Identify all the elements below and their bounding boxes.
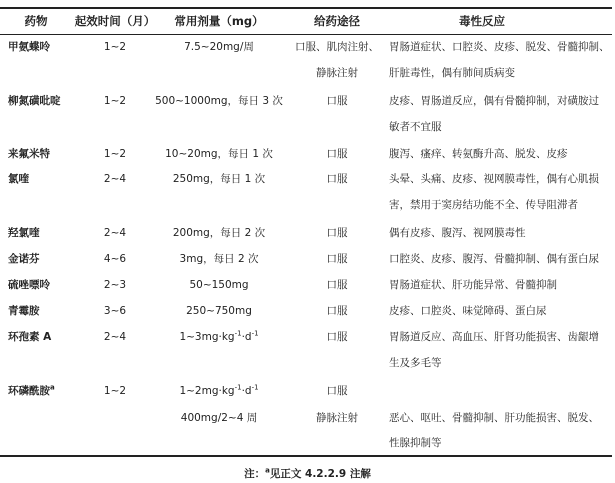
toxicity-value: 皮疹、胃肠道反应，偶有骨髓抑制，对磺胺过 (389, 95, 599, 107)
onset-value: 3~6 (103, 305, 127, 317)
onset-value: 2~4 (103, 331, 127, 343)
header-toxicity: 毒性反应 (459, 14, 505, 28)
route-value: 口服 (326, 95, 348, 107)
dose-value: 7.5~20mg/周 (184, 41, 254, 53)
drug-name: 羟氯喹 (8, 227, 40, 239)
drug-name: 环孢素 A (8, 331, 52, 343)
dose-value: 200mg，每日 2 次 (172, 227, 266, 239)
table-bottom-rule (0, 455, 612, 457)
route-value: 口服 (326, 331, 348, 343)
onset-value: 2~3 (103, 279, 127, 291)
toxicity-value: 头晕、头痛、皮疹、视网膜毒性，偶有心肌损 (389, 173, 599, 185)
table-footnote: 注：$^a$见正文 4.2.2.9 注解 (244, 466, 371, 480)
toxicity-value: 偶有皮疹、腹泻、视网膜毒性 (389, 227, 526, 239)
dose-value: 250~750mg (186, 305, 252, 317)
route-value: 静脉注射 (316, 67, 358, 79)
onset-value: 1~2 (103, 95, 127, 107)
drug-name: 柳氮磺吡啶 (8, 95, 61, 107)
dose-value: $1\sim 3mg\cdot kg^{-1}\cdot d^{-1}$ (179, 329, 259, 343)
route-value: 口服 (326, 148, 348, 160)
header-onset: 起效时间（月） (74, 14, 156, 28)
toxicity-value: 生及多毛等 (389, 357, 442, 369)
drug-name: 环磷酰胺$^a$ (8, 383, 55, 397)
onset-value: 2~4 (103, 173, 127, 185)
dose-value: 50~150mg (189, 279, 249, 291)
route-value: 口服 (326, 253, 348, 265)
onset-value: 1~2 (103, 385, 127, 397)
toxicity-value: 胃肠道反应、高血压、肝肾功能损害、齿龈增 (389, 331, 599, 343)
table-header-rule (0, 34, 612, 35)
toxicity-value: 性腺抑制等 (389, 437, 442, 449)
toxicity-value: 害，禁用于窦房结功能不全、传导阻滞者 (389, 199, 578, 211)
dose-value: $1\sim 2mg\cdot kg^{-1}\cdot d^{-1}$ (179, 383, 259, 397)
toxicity-value: 恶心、呕吐、骨髓抑制、肝功能损害、脱发、 (389, 412, 599, 424)
header-route: 给药途径 (314, 14, 360, 28)
toxicity-value: 口腔炎、皮疹、腹泻、骨髓抑制、偶有蛋白尿 (389, 253, 599, 265)
route-value: 口服 (326, 305, 348, 317)
toxicity-value: 敏者不宜服 (389, 121, 442, 133)
onset-value: 1~2 (103, 148, 127, 160)
dose-value: 400mg/2~4 周 (180, 412, 258, 424)
drug-name: 来氟米特 (8, 148, 50, 160)
route-value: 口服 (326, 173, 348, 185)
route-value: 口服 (326, 279, 348, 291)
dose-value: 10~20mg，每日 1 次 (165, 148, 273, 160)
drug-name: 氯喹 (8, 173, 29, 185)
drug-name: 金诺芬 (8, 253, 40, 265)
onset-value: 4~6 (103, 253, 127, 265)
drug-name: 甲氨蝶呤 (8, 41, 50, 53)
header-drug: 药物 (24, 14, 48, 28)
drug-name: 青霉胺 (8, 305, 40, 317)
route-value: 口服 (326, 385, 348, 397)
route-value: 静脉注射 (316, 412, 358, 424)
drug-name: 硫唑嘌呤 (8, 279, 50, 291)
toxicity-value: 皮疹、口腔炎、味觉障碍、蛋白尿 (389, 305, 547, 317)
toxicity-value: 腹泻、瘙痒、转氨酶升高、脱发、皮疹 (389, 148, 568, 160)
dose-value: 500~1000mg，每日 3 次 (155, 95, 283, 107)
dose-value: 250mg，每日 1 次 (172, 173, 266, 185)
onset-value: 2~4 (103, 227, 127, 239)
dose-value: 3mg，每日 2 次 (179, 253, 259, 265)
toxicity-value: 肝脏毒性，偶有肺间质病变 (389, 67, 515, 79)
toxicity-value: 胃肠道症状、口腔炎、皮疹、脱发、骨髓抑制、 (389, 41, 610, 53)
route-value: 口服、肌肉注射、 (295, 41, 379, 53)
onset-value: 1~2 (103, 41, 127, 53)
table-top-rule (0, 7, 612, 9)
toxicity-value: 胃肠道症状、肝功能异常、骨髓抑制 (389, 279, 557, 291)
header-dose: 常用剂量（mg） (174, 14, 264, 28)
route-value: 口服 (326, 227, 348, 239)
